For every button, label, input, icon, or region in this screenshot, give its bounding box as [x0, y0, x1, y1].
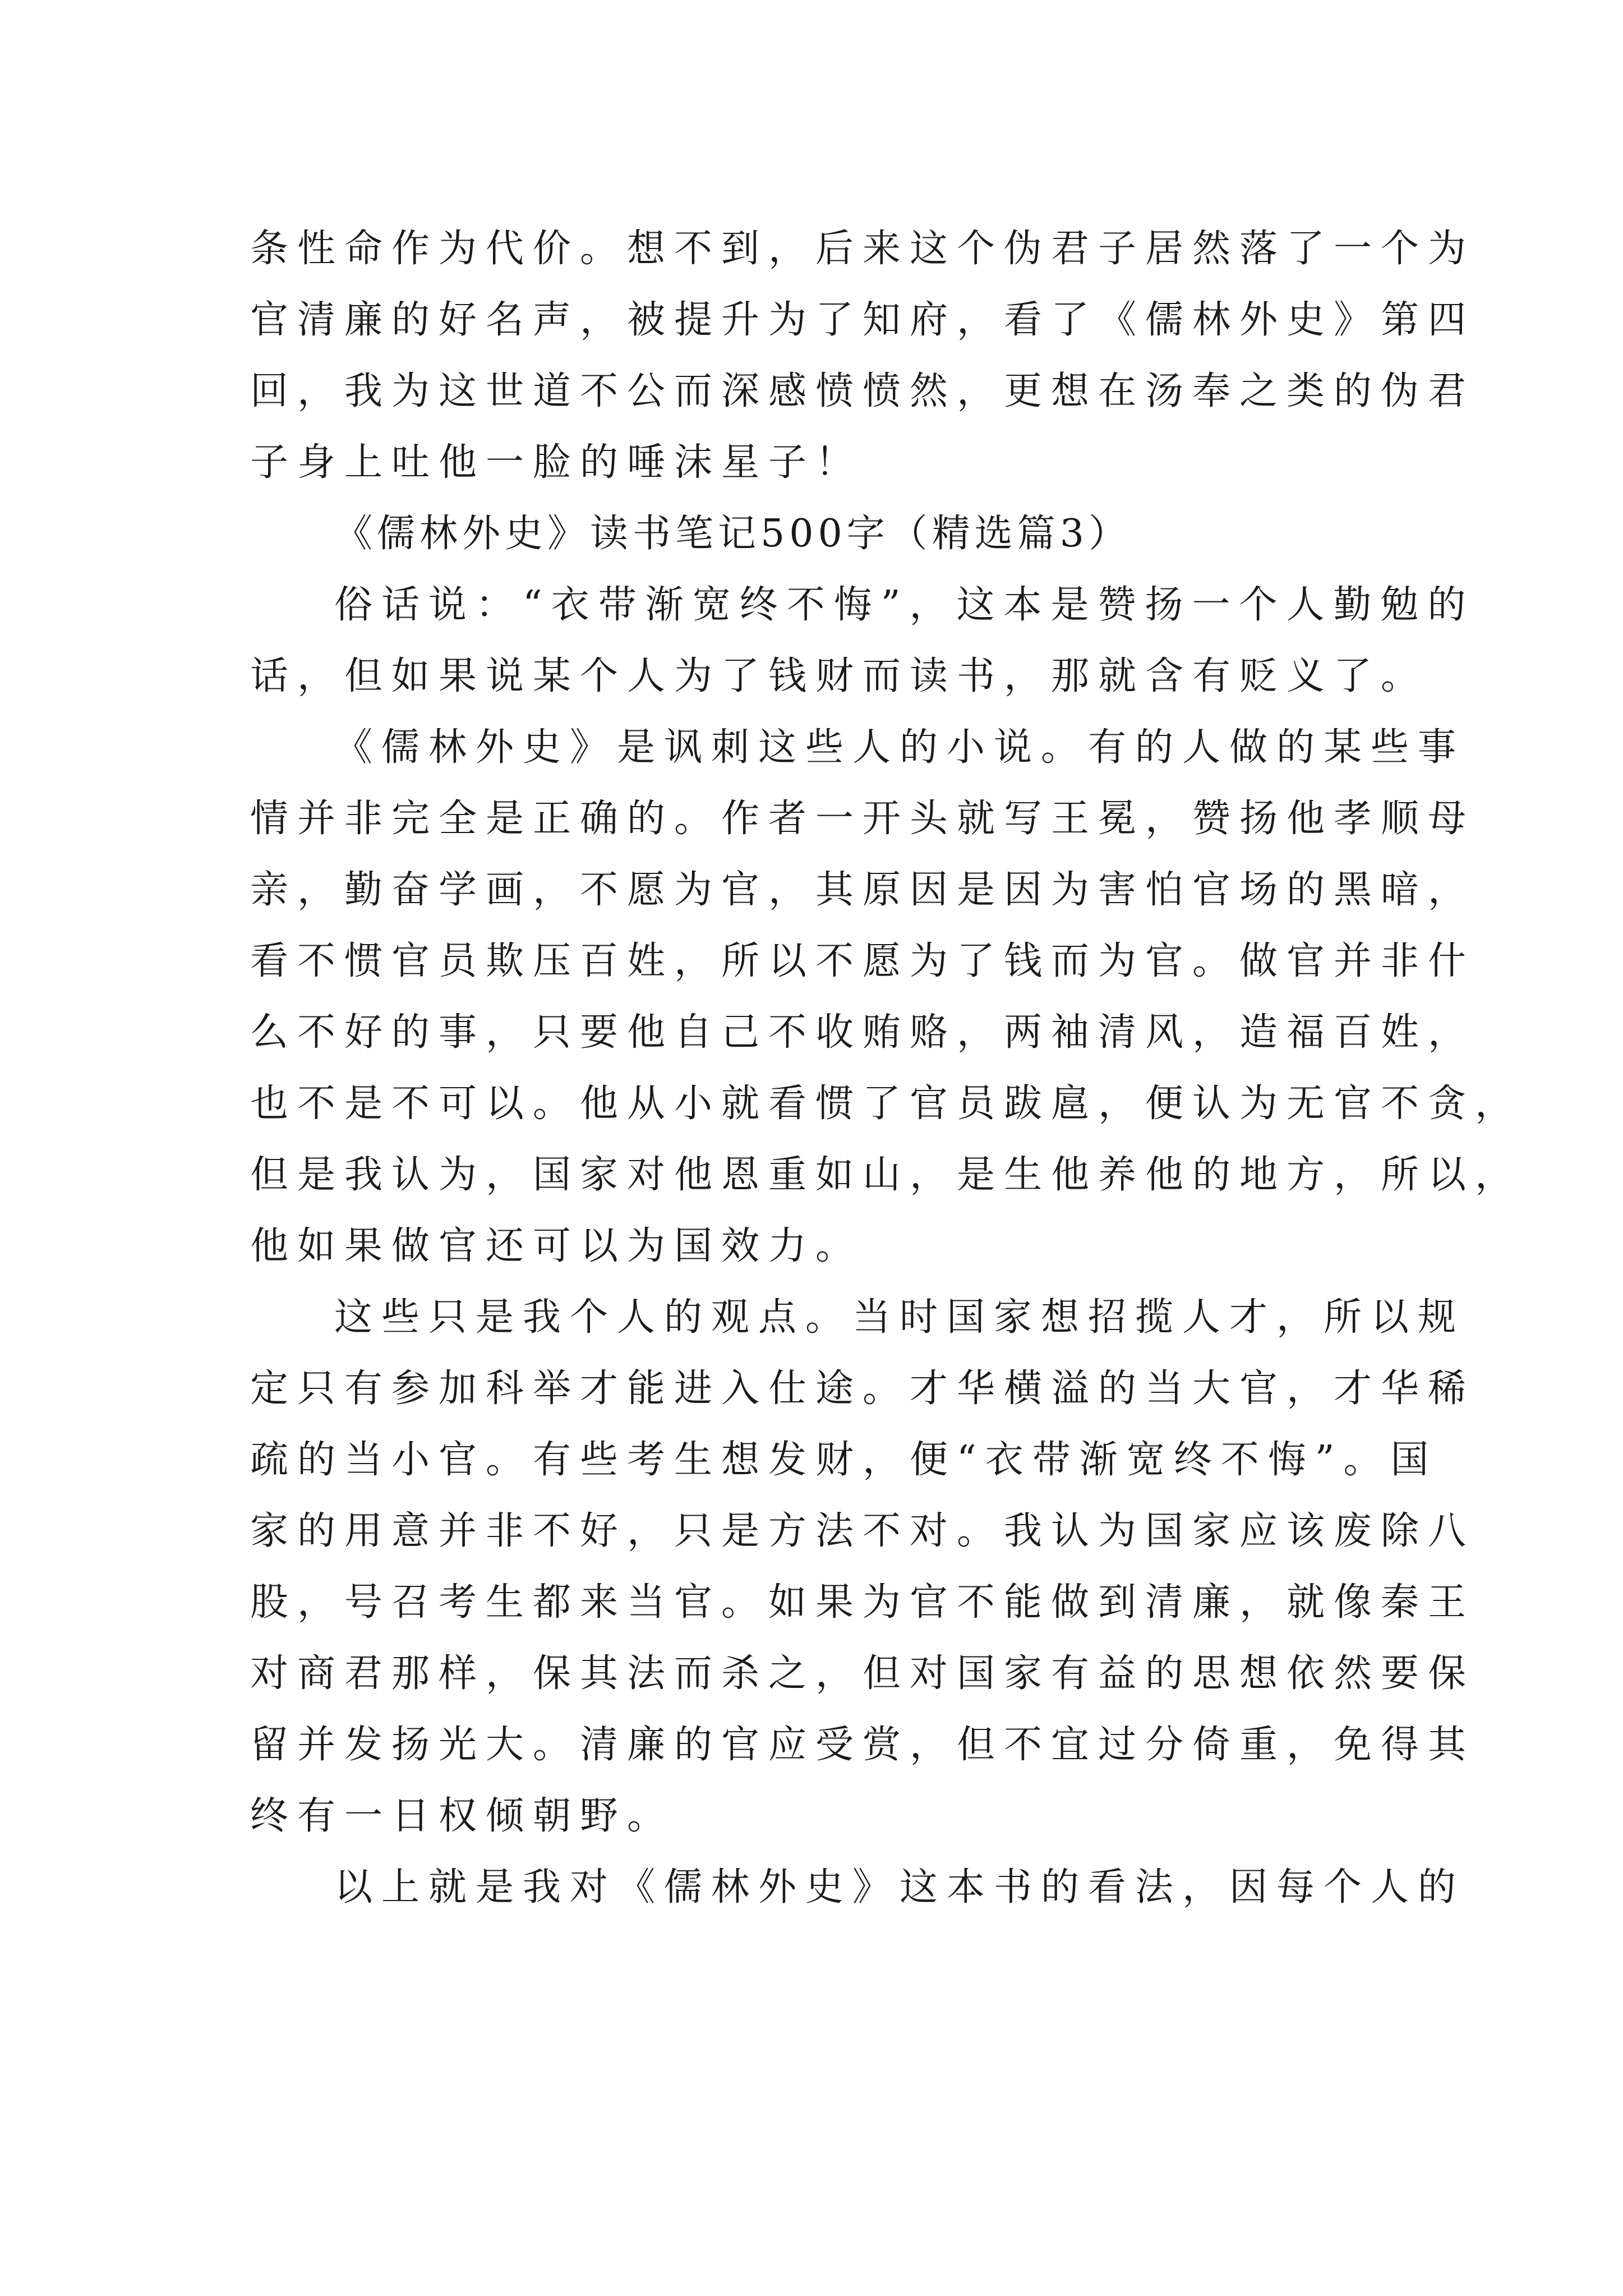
paragraph-first-line: 以上就是我对《儒林外史》这本书的看法，因每个人的 — [334, 1865, 1465, 1910]
text-line: 留并发扬光大。清廉的官应受赏，但不宜过分倚重，免得其 — [250, 1723, 1476, 1767]
text-line: 家的用意并非不好，只是方法不对。我认为国家应该废除八 — [250, 1509, 1476, 1553]
text-line: 看不惯官员欺压百姓，所以不愿为了钱而为官。做官并非什 — [250, 939, 1476, 983]
text-line: 定只有参加科举才能进入仕途。才华横溢的当大官，才华稀 — [250, 1366, 1476, 1411]
text-line: 么不好的事，只要他自己不收贿赂，两袖清风，造福百姓， — [250, 1010, 1476, 1055]
text-line: 终有一日权倾朝野。 — [250, 1794, 675, 1838]
paragraph-first-line: 《儒林外史》是讽刺这些人的小说。有的人做的某些事 — [334, 725, 1465, 770]
paragraph-first-line: 这些只是我个人的观点。当时国家想招揽人才，所以规 — [334, 1295, 1465, 1340]
text-line: 亲，勤奋学画，不愿为官，其原因是因为害怕官场的黑暗， — [250, 868, 1476, 912]
paragraph-first-line: 俗话说：“衣带渐宽终不悔”，这本是赞扬一个人勤勉的 — [334, 583, 1475, 627]
section-title: 《儒林外史》读书笔记500字（精选篇3） — [334, 512, 1132, 556]
text-line: 他如果做官还可以为国效力。 — [250, 1224, 863, 1268]
text-line: 回，我为这世道不公而深感愤愤然，更想在汤奉之类的伪君 — [250, 369, 1476, 413]
text-line: 条性命作为代价。想不到，后来这个伪君子居然落了一个为 — [250, 227, 1476, 271]
text-line: 股，号召考生都来当官。如果为官不能做到清廉，就像秦王 — [250, 1580, 1476, 1625]
text-line: 子身上吐他一脸的唾沫星子！ — [250, 440, 863, 485]
document-body — [250, 213, 1523, 1923]
text-line: 但是我认为，国家对他恩重如山，是生他养他的地方，所以， — [250, 1153, 1523, 1197]
text-line: 对商君那样，保其法而杀之，但对国家有益的思想依然要保 — [250, 1651, 1476, 1696]
text-line: 话，但如果说某个人为了钱财而读书，那就含有贬义了。 — [250, 654, 1428, 698]
text-line: 官清廉的好名声，被提升为了知府，看了《儒林外史》第四 — [250, 298, 1476, 342]
text-line: 情并非完全是正确的。作者一开头就写王冕，赞扬他孝顺母 — [250, 797, 1476, 841]
text-line: 也不是不可以。他从小就看惯了官员跋扈，便认为无官不贪， — [250, 1082, 1523, 1126]
text-line: 疏的当小官。有些考生想发财，便“衣带渐宽终不悔”。国 — [250, 1438, 1438, 1482]
